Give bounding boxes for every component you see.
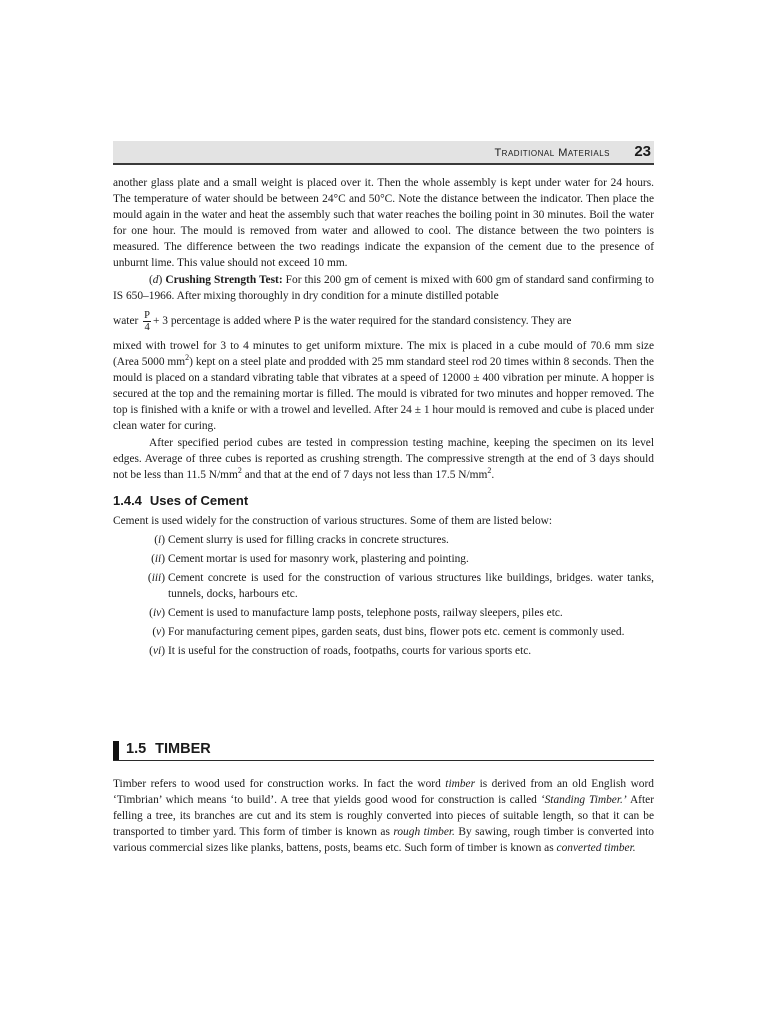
list-item: (iii) Cement concrete is used for the construction of various structures like buildings, bridges. water tanks, tunnels, docks, harbours etc. (147, 572, 654, 600)
list-item: (ii) Cement mortar is used for masonry work, plastering and pointing. (151, 553, 469, 565)
timber-paragraph: Timber refers to wood used for construction works. In fact the word timber is derived from an old English word ‘Timbrian’ which means ‘to build’. A tree that yields good wood for construction is called ‘Standing Timber.’ After felling a tree, its branches are cut and its stem is roughly converted into pieces of suitable length, so that it can be transported to timber yard. This form of timber is known as rough timber. By sawing, rough timber is converted into various commercial sizes like planks, battens, posts, beams etc. Such form of timber is known as converted timber. (113, 778, 654, 854)
list-item: (iv) Cement is used to manufacture lamp posts, telephone posts, railway sleepers, piles etc. (149, 607, 563, 619)
water-formula-line: water $\frac{P}{4}$ + 3 percentage is added where P is the water required for the standard consistency. They are (113, 309, 572, 333)
uses-intro: Cement is used widely for the construction of various structures. Some of them are listed below: (113, 515, 553, 527)
paragraph-testing: After specified period cubes are tested in compression testing machine, keeping the specimen on its level edges. Average of three cubes is reported as crushing strength. The compressive strength at the end of 3 days should not be less than 11.5 $N/mm^2$ and that at the end of 7 days not less than 17.5 $N/mm^2$. (113, 437, 654, 481)
paragraph-soundness: another glass plate and a small weight is placed over it. Then the whole assembly is kept under water for 24 hours. The temperature of water should be between 24°C and 50°C. Note the distance between the indicator. Then place the mould again in the water and heat the assembly such that water reaches the boiling point in 30 minutes. Boil the water for one hour. The mould is removed from water and allowed to cool. The distance between the two pointers is measured. The difference between the two readings indicate the expansion of the cement due to the presence of unburnt lime. This value should not exceed 10 mm. (113, 177, 654, 269)
running-header (113, 141, 654, 165)
uses-of-cement-heading: 1.4.4 Uses of Cement (113, 493, 249, 508)
timber-section-heading: 1.5 TIMBER (113, 741, 654, 761)
page-number: 23 (634, 143, 651, 160)
list-item: (v) For manufacturing cement pipes, garden seats, dust bins, flower pots etc. cement is commonly used. (152, 626, 625, 638)
paragraph-mixing: mixed with trowel for 3 to 4 minutes to get uniform mixture. The mix is placed in a cube mould of 70.6 mm size (Area 5000 $mm^2$) kept on a steel plate and prodded with 25 mm standard steel rod 20 times within 8 seconds. Then the mould is placed on a standard vibrating table that vibrates at a speed of 12000 ± 400 vibration per minute. A hopper is secured at the top and the remaining mortar is filled. The mould is vibrated for two minutes and hopper removed. The top is finished with a knife or with a trowel and levelled. After 24 ± 1 hour mould is removed and cube is placed under clean water for curing. (113, 340, 654, 432)
list-item: (i) Cement slurry is used for filling cracks in concrete structures. (154, 534, 449, 546)
crushing-strength-heading: Crushing Strength Test: (165, 274, 283, 286)
body-text (113, 175, 654, 662)
heading-marker-bar (113, 741, 119, 760)
item-letter: d (152, 274, 159, 286)
list-item: (vi) It is useful for the construction of roads, footpaths, courts for various sports etc. (149, 645, 532, 657)
paragraph-crushing-strength: (d) Crushing Strength Test: For this 200 gm of cement is mixed with 600 gm of standard sand confirming to IS 650–1966. After mixing thoroughly in dry condition for a minute distilled potable (113, 274, 654, 302)
fraction-p-over-4: $\frac{P}{4}$ (144, 309, 150, 333)
running-title: Traditional Materials (494, 147, 610, 159)
uses-list (113, 532, 654, 659)
